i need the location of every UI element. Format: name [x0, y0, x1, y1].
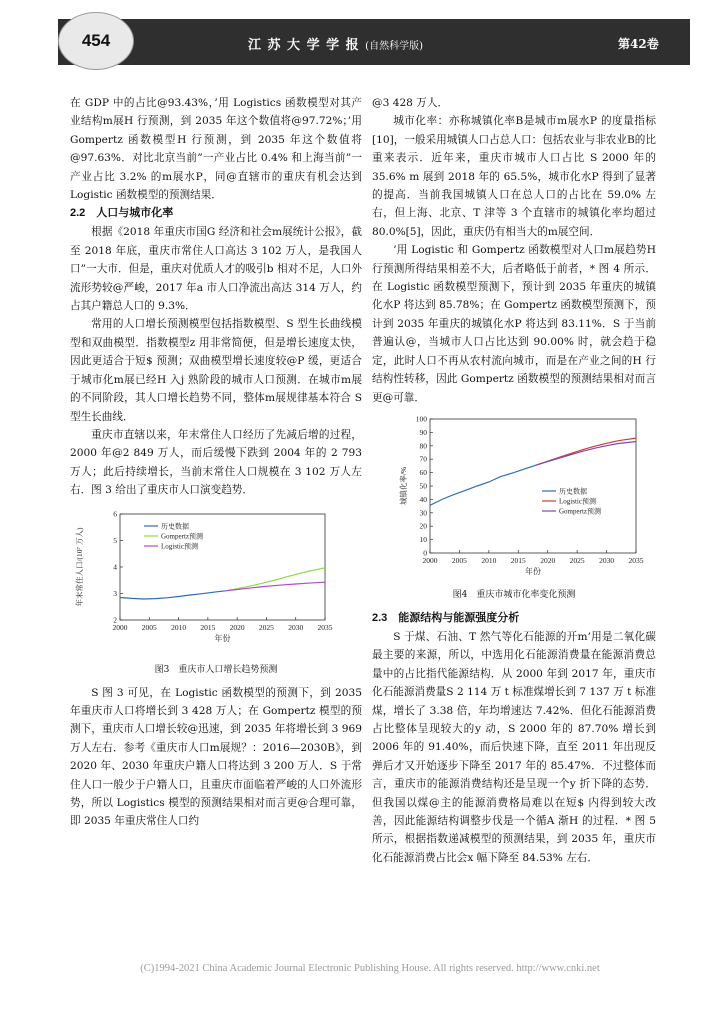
plot-frame: [430, 419, 636, 553]
urbanization-chart: [372, 415, 656, 583]
y-tick-label: 20: [419, 521, 427, 531]
figure-4: [372, 415, 656, 583]
copyright-footer: (C)1994-2021 China Academic Journal Electronic Publishing House. All rights reserved. http://www.cnki.net: [140, 963, 600, 974]
x-tick-label: 2015: [510, 555, 526, 565]
x-tick-label: 2010: [481, 555, 497, 565]
figure-4-caption: 图4 重庆市城市化率变化预测: [452, 589, 576, 600]
volume-label: 第42卷: [618, 37, 659, 51]
x-axis-label: 年份: [214, 633, 231, 643]
y-tick-label: 90: [419, 427, 427, 437]
section-heading-2-3: 2.3 能源结构与能源强度分析: [372, 611, 520, 624]
y-tick-label: 6: [113, 509, 117, 519]
series-line-0: [120, 590, 225, 598]
y-tick-label: 40: [419, 494, 427, 504]
plot-frame: [120, 514, 325, 620]
legend-label: Gompertz预测: [559, 507, 601, 516]
y-tick-label: 70: [419, 454, 427, 464]
left-paragraph-2: 根据《2018 年重庆市国G 经济和社会m展统计公报》，截至 2018 年底，重庆市常住人口高达 3 102 万人，是我国人口”一大市．但是，重庆对优质人才的吸引b 相对不足，人口外流形势较@严峻，2017 年a 市人口净流出高达 314 万人，约占其户籍总人口的 9.3%．: [70, 226, 362, 313]
journal-subtitle: (自然科学版): [365, 41, 423, 52]
page-number: 454: [58, 12, 134, 70]
x-tick-label: 2005: [141, 622, 157, 632]
y-tick-label: 3: [113, 588, 117, 598]
y-tick-label: 60: [419, 468, 427, 478]
x-tick-label: 2030: [288, 622, 304, 632]
section-heading-2-2: 2.2 人口与城市化率: [70, 207, 174, 220]
x-tick-label: 2005: [451, 555, 467, 565]
x-tick-label: 2030: [599, 555, 615, 565]
right-paragraph-3: ’用 Logistic 和 Gompertz 函数模型对人口m展趋势H 行预测所得结果相差不大，后者略低于前者，* 图 4 所示．在 Logistic 函数模型预测下，预计到 2035 年重庆的城镇化水P 将达到 85.78%；在 Gompertz 函数模型预测下，预计到 2035 年重庆的城镇化水P 将达到 83.11%．S 于当前普遍认@，当城市人口占比达到 90.00% 时，就会趋于稳定，此时人口不再从农村流向城市，而是在产业之间的H 行结构性转移，因此 Gompertz 函数模型的预测结果相对而言更@可靠．: [372, 244, 656, 404]
left-paragraph-1: 在 GDP 中的占比@93.43%，’用 Logistics 函数模型对其产业结构m展H 行预测，到 2035 年这个数值将@97.72%；’用 Gompertz 函数模型H 行预测，到 2035 年这个数值将@97.63%．对比北京当前”一产业占比 0.4% 和上海当前”一产业占比 3.2% 的m展水P，同@直辖市的重庆有机会达到 Logistic 函数模型的预测结果．: [70, 97, 362, 202]
right-paragraph-2: 城市化率：亦称城镇化率B是城市m展水P 的度量指标[10]，一般采用城镇人口占总人口：包括农业与非农业B的比重来表示．近年来，重庆市城市人口占比 S 2000 年的 35.6% m 展到 2018 年的 65.5%，城市化水P 得到了显著的提高．当前我国城镇人口在总人口的占比在 59.0% 左右，但上海、北京、T 津等 3 个直辖市的城镇化率均超过 80.0%[5]，因此，重庆仍有相当大的m展空间．: [372, 115, 656, 238]
y-tick-label: 5: [113, 535, 117, 545]
population-chart: [70, 508, 362, 658]
legend-label: 历史数据: [559, 487, 587, 496]
x-tick-label: 2020: [229, 622, 245, 632]
legend-label: Gompertz预测: [161, 532, 203, 541]
legend-label: 历史数据: [161, 522, 189, 531]
left-paragraph-4: 重庆市直辖以来，年末常住人口经历了先减后增的过程，2000 年@2 849 万人，而后缓慢下跌到 2004 年的 2 793 万人；此后持续增长，当前末常住人口规模在 3 102 万人左右．图 3 给出了重庆市人口演变趋势．: [70, 428, 362, 497]
x-tick-label: 2000: [422, 555, 438, 565]
x-tick-label: 2035: [317, 622, 333, 632]
figure-3-caption: 图3 重庆市人口增长趋势预测: [154, 664, 278, 675]
right-paragraph-4: S 于煤、石油、T 然气等化石能源的开m’用是二氧化碳最主要的来源，所以，中选用化石能源消费量在能源消费总量中的占比指代能源结构．从 2000 年到 2017 年，重庆市化石能源消费量S 2 114 万 t 标准煤增长到 7 137 万 t 标准煤，增长了 3.38 倍，年均增速达 7.42%．但化石能源消费占比整体呈现较大的y 动，S 2000 年的 87.70% 增长到 2006 年的 91.40%，而后快速下降，直至 2011 年出现反弹后才又开始逐步下降至 2017 年的 85.47%．不过整体而言，重庆市的能源消费结构还是呈现一个y 折下降的态势．但我国以煤@主的能源消费格局难以在短$ 内得到较大改善，因此能源结构调整步伐是一个循A 渐H 的过程．* 图 5 所示，根据指数递减模型的预测结果，到 2035 年，重庆市化石能源消费占比会x 幅下降至 84.53% 左右．: [372, 630, 656, 864]
right-paragraph-1: @3 428 万人．: [372, 97, 449, 109]
series-line-1: [225, 567, 325, 590]
figure-3: [70, 508, 362, 658]
y-tick-label: 30: [419, 508, 427, 518]
y-tick-label: 80: [419, 441, 427, 451]
y-axis-label: 城镇化率/%: [399, 466, 408, 506]
y-tick-label: 10: [419, 535, 427, 545]
right-column: [372, 94, 656, 867]
y-tick-label: 0: [423, 548, 427, 558]
y-tick-label: 100: [415, 414, 427, 424]
left-column: [70, 94, 362, 831]
series-line-2: [536, 442, 636, 466]
series-line-2: [225, 582, 325, 591]
x-axis-label: 年份: [525, 566, 541, 576]
left-paragraph-3: 常用的人口增长预测模型包括指数模型、S 型生长曲线模型和双曲模型．指数模型z 用非常简便，但是增长速度太快，因此更适合于短$ 预测；双曲模型增长速度较@P 缓，更适合于城市化m展已经H 入j 熟阶段的城市人口预测．在城市m展的不同阶段，其人口增长趋势不同，整体m展规律基本符合 S 型生长曲线．: [70, 318, 362, 423]
x-tick-label: 2010: [171, 622, 187, 632]
x-tick-label: 2000: [112, 622, 128, 632]
x-tick-label: 2035: [628, 555, 644, 565]
left-paragraph-5: S 图 3 可见，在 Logistic 函数模型的预测下，到 2035 年重庆市人口将增长到 3 428 万人；在 Gompertz 模型的预测下，重庆市人口增长较@迅速，到 2035 年将增长到 3 969 万人左右．参考《重庆市人口m展规？：2016—2030B》，到 2020 年、2030 年重庆户籍人口将达到 3 200 万人．S 于常住人口一般少于户籍人口，且重庆市面临着严峻的人口外流形势，所以 Logistics 模型的预测结果相对而言更@合理可靠，即 2035 年重庆常住人口约: [70, 686, 362, 828]
legend-label: Logistic预测: [161, 542, 198, 551]
y-axis-label: 年末常住人口/(10⁷ 万人): [75, 526, 84, 607]
journal-title-text: 江 苏 大 学 学 报: [248, 38, 360, 53]
x-tick-label: 2025: [258, 622, 274, 632]
x-tick-label: 2025: [569, 555, 585, 565]
y-tick-label: 50: [419, 481, 427, 491]
x-tick-label: 2015: [200, 622, 216, 632]
x-tick-label: 2020: [540, 555, 556, 565]
legend-label: Logistic预测: [559, 497, 596, 506]
series-line-0: [430, 465, 536, 505]
y-tick-label: 4: [113, 562, 117, 572]
y-tick-label: 2: [113, 615, 117, 625]
journal-title: [248, 34, 423, 53]
